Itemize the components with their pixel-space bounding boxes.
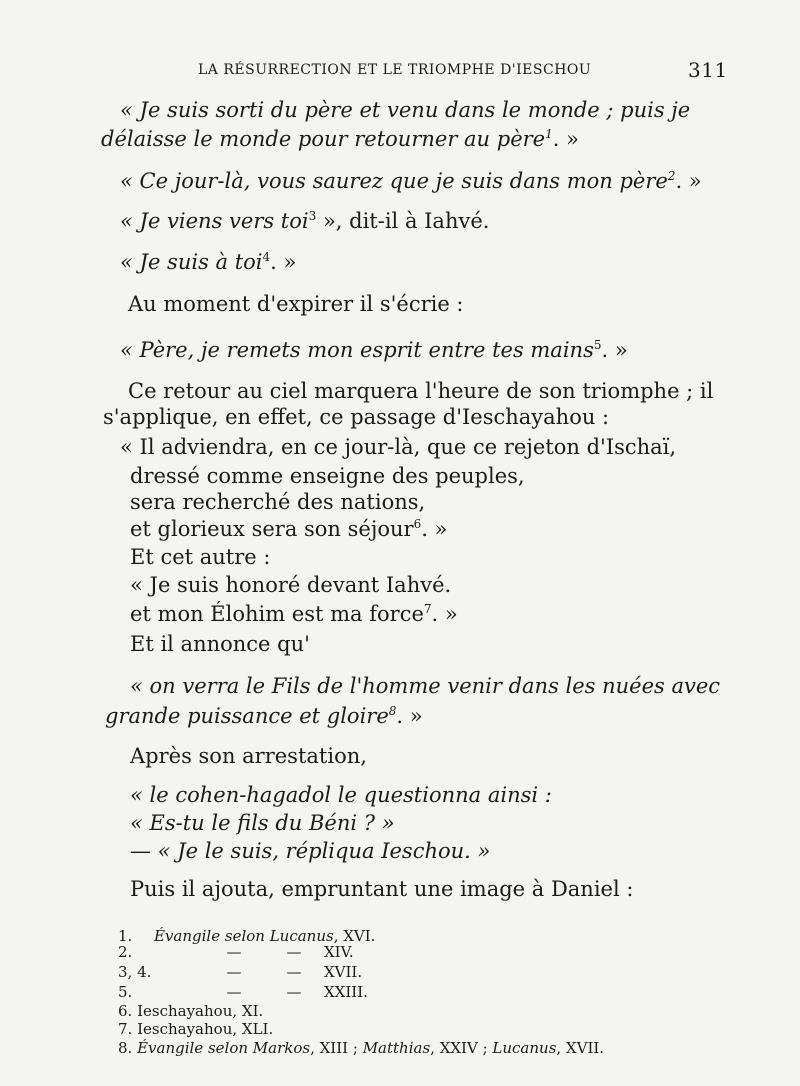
verse-line-8: Et il annonce qu' — [130, 632, 310, 656]
quote-line-5: « Père, je remets mon esprit entre tes mains$^5$. » — [120, 338, 628, 362]
footnote-1: 1. Évangile selon Lucanus, XVI. — [118, 927, 376, 945]
footnote-2: 2. — — XIV. — [118, 943, 354, 961]
quote-line-6b: grande puissance et gloire$^8$. » — [105, 704, 423, 728]
quote-line-1a: « Je suis sorti du père et venu dans le monde ; puis je — [120, 98, 691, 122]
quote-line-8: « Es-tu le fils du Béni ? » — [130, 811, 395, 835]
quote-line-9: — « Je le suis, répliqua Ieschou. » — [130, 839, 491, 863]
quote-line-1b: délaisse le monde pour retourner au père$^1$. » — [101, 127, 579, 151]
quote-line-2: « Ce jour-là, vous saurez que je suis dans mon père$^2$. » — [120, 169, 702, 193]
verse-line-6: « Je suis honoré devant Iahvé. — [130, 573, 452, 597]
paragraph-arrest: Après son arrestation, — [130, 744, 367, 768]
verse-line-7: et mon Élohim est ma force$^7$. » — [130, 602, 458, 626]
verse-line-4: et glorieux sera son séjour$^6$. » — [130, 517, 448, 541]
verse-line-2: dressé comme enseigne des peuples, — [130, 464, 525, 488]
verse-line-1: « Il adviendra, en ce jour-là, que ce rejeton d'Ischaï, — [120, 435, 677, 459]
page-number: 311 — [688, 58, 728, 82]
verse-line-3: sera recherché des nations, — [130, 490, 426, 514]
quote-line-6a: « on verra le Fils de l'homme venir dans les nuées avec — [130, 674, 721, 698]
paragraph-daniel: Puis il ajouta, empruntant une image à Daniel : — [130, 877, 634, 901]
paragraph-expire: Au moment d'expirer il s'écrie : — [128, 292, 464, 316]
footnote-4: 5. — — XXIII. — [118, 983, 368, 1001]
verse-line-5: Et cet autre : — [130, 545, 271, 569]
quote-line-3: « Je viens vers toi$^3$ », dit-il à Iahvé. — [120, 209, 490, 233]
footnote-5: 6. Ieschayahou, XI. — [118, 1002, 264, 1020]
running-title: LA RÉSURRECTION ET LE TRIOMPHE D'IESCHOU — [198, 62, 592, 78]
paragraph-return-a: Ce retour au ciel marquera l'heure de son triomphe ; il — [128, 379, 714, 403]
footnote-6: 7. Ieschayahou, XLI. — [118, 1020, 274, 1038]
paragraph-return-b: s'applique, en effet, ce passage d'Ieschayahou : — [103, 405, 610, 429]
quote-line-7: « le cohen-hagadol le questionna ainsi : — [130, 783, 552, 807]
footnote-3: 3, 4. — — XVII. — [118, 963, 363, 981]
footnote-7: 8. Évangile selon Markos, XIII ; Matthias, XXIV ; Lucanus, XVII. — [118, 1039, 605, 1057]
quote-line-4: « Je suis à toi$^4$. » — [120, 250, 297, 274]
